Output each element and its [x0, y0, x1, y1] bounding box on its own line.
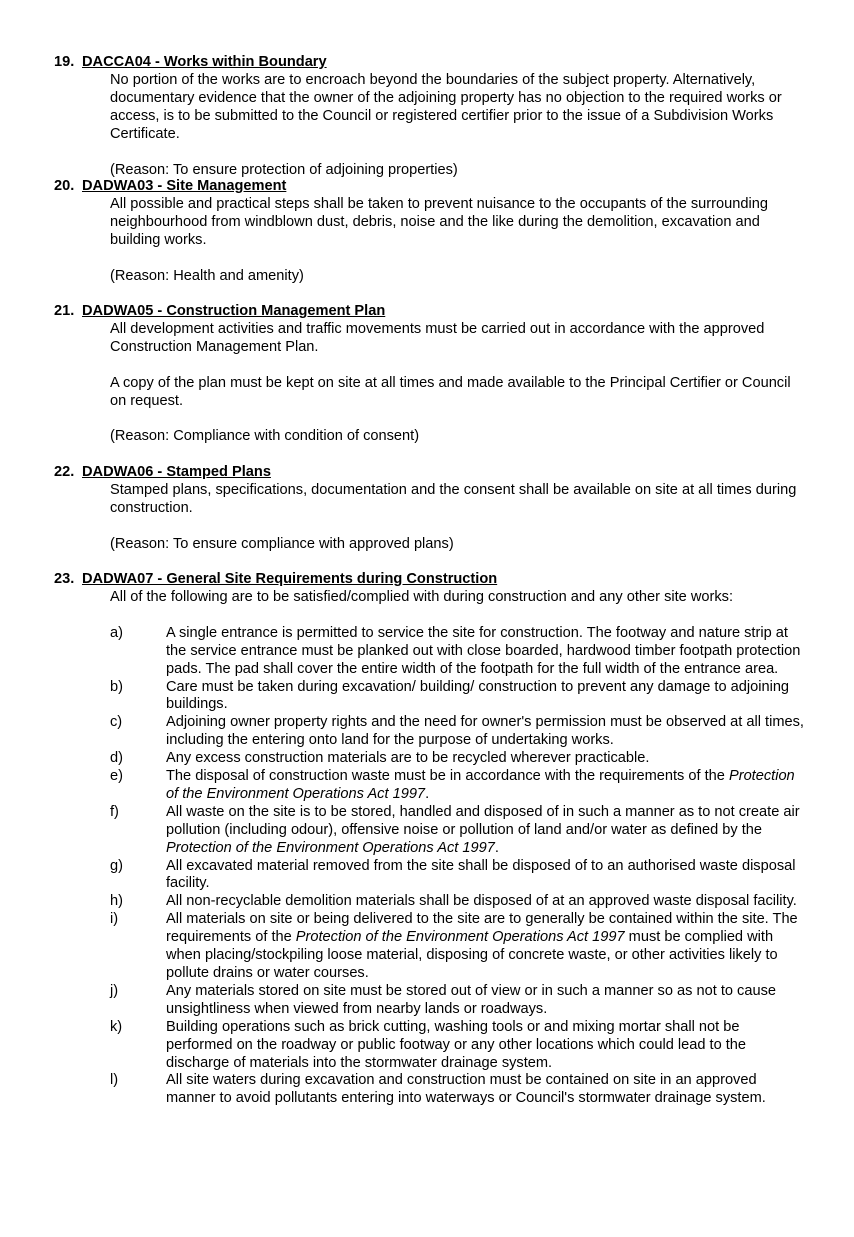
- condition-body: [110, 72, 810, 179]
- list-item: [110, 911, 810, 983]
- item-text: All non-recyclable demolition materials shall be disposed of at an approved waste disposal facility.: [166, 893, 797, 910]
- condition-text: Stamped plans, specifications, documentation and the consent shall be available on site at all times during construction.: [110, 482, 797, 516]
- act-title: Protection of the Environment Operations Act 1997: [295, 929, 625, 946]
- condition-title: DADWA06 - Stamped Plans: [82, 464, 271, 480]
- condition-text: All possible and practical steps shall be taken to prevent nuisance to the occupants of the surrounding neighbourhood from windblown dust, debris, noise and the like during the demolition, excavation and building works.: [110, 196, 768, 248]
- list-item: [110, 893, 810, 911]
- list-item: [110, 750, 810, 768]
- item-text: [166, 911, 798, 981]
- act-title: Protection of the Environment Operations Act 1997: [166, 839, 495, 856]
- item-text-post: .: [425, 785, 430, 802]
- condition-reason: (Reason: Health and amenity): [110, 267, 304, 284]
- item-label: d): [110, 750, 123, 767]
- item-label: h): [110, 893, 123, 910]
- condition-body: [110, 482, 810, 554]
- item-text-pre: The disposal of construction waste must be in accordance with the requirements of the: [166, 768, 729, 785]
- condition-heading: [0, 571, 854, 589]
- condition-reason: (Reason: To ensure compliance with approved plans): [110, 535, 454, 552]
- item-label: g): [110, 857, 123, 874]
- list-item: [110, 804, 810, 858]
- list-item: [110, 714, 810, 750]
- item-label: a): [110, 624, 123, 641]
- item-label: i): [110, 911, 119, 928]
- condition-number: 21.: [54, 303, 75, 319]
- item-text: All excavated material removed from the site shall be disposed of to an authorised waste disposal facility.: [166, 857, 796, 892]
- item-text: Adjoining owner property rights and the need for owner's permission must be observed at all times, including the entering onto land for the purpose of undertaking works.: [166, 714, 804, 749]
- item-label: e): [110, 768, 123, 785]
- list-item: [110, 625, 810, 679]
- condition-23: [0, 571, 854, 1108]
- item-text-pre: All materials on site or being delivered to the site are to generally be contained within the site. The requirements of the: [166, 911, 798, 946]
- condition-title: DADWA07 - General Site Requirements during Construction: [82, 571, 498, 587]
- condition-reason: (Reason: To ensure protection of adjoining properties): [110, 161, 458, 178]
- condition-20: [0, 178, 854, 286]
- condition-22: [0, 464, 854, 554]
- condition-number: 20.: [54, 178, 75, 194]
- condition-text: No portion of the works are to encroach beyond the boundaries of the subject property. Alternatively, documentary evidence that the owner of the adjoining property has no objection to the required works or access, is to be submitted to the Council or registered certifier prior to the issue of a Subdivision Works Certificate.: [110, 72, 782, 142]
- condition-heading: [0, 178, 854, 196]
- item-text: All site waters during excavation and construction must be contained on site in an approved manner to avoid pollutants entering into waterways or Council's stormwater drainage system.: [166, 1072, 766, 1107]
- act-title: Protection of the Environment Operations Act 1997: [166, 768, 795, 802]
- item-label: l): [110, 1072, 119, 1089]
- condition-body: [110, 321, 810, 446]
- list-item: [110, 768, 810, 804]
- item-label: j): [110, 982, 119, 999]
- item-text: A single entrance is permitted to service the site for construction. The footway and nature strip at the service entrance must be planked out with close boarded, hardwood timber footpath protection pads. The pad shall cover the entire width of the footpath for the full width of the entrance area.: [166, 624, 801, 677]
- condition-number: 23.: [54, 571, 75, 587]
- item-text: Any excess construction materials are to be recycled wherever practicable.: [166, 750, 650, 767]
- condition-reason: (Reason: Compliance with condition of consent): [110, 428, 420, 445]
- item-label: c): [110, 714, 123, 731]
- item-label: f): [110, 803, 119, 820]
- list-item: [110, 858, 810, 894]
- condition-title: DADWA03 - Site Management: [82, 178, 287, 194]
- list-item: [110, 1019, 810, 1073]
- condition-heading: [0, 464, 854, 482]
- list-item: [110, 983, 810, 1019]
- condition-intro: All of the following are to be satisfied/complied with during construction and any other site works:: [110, 589, 733, 605]
- condition-title: DACCA04 - Works within Boundary: [82, 54, 327, 70]
- item-text-pre: All waste on the site is to be stored, handled and disposed of in such a manner as to not create air pollution (including odour), offensive noise or pollution of land and/or water as defined by the: [166, 803, 800, 838]
- item-text: Care must be taken during excavation/ building/ construction to prevent any damage to adjoining buildings.: [166, 678, 790, 713]
- item-label: k): [110, 1018, 123, 1035]
- item-text-post: must be complied with when placing/stockpiling loose material, disposing of concrete waste, or other activities likely to pollute drains or water courses.: [166, 929, 778, 982]
- item-text: [166, 804, 800, 856]
- condition-21: [0, 303, 854, 446]
- item-text: Any materials stored on site must be stored out of view or in such a manner so as not to cause unsightliness when viewed from nearby lands or roadways.: [166, 982, 777, 1017]
- condition-text: All development activities and traffic movements must be carried out in accordance with the approved Construction Management Plan.: [110, 321, 765, 355]
- condition-title: DADWA05 - Construction Management Plan: [82, 303, 386, 319]
- condition-heading: [0, 54, 854, 72]
- condition-number: 22.: [54, 464, 75, 480]
- condition-19: [0, 54, 854, 179]
- item-text-post: .: [494, 839, 499, 856]
- condition-text: A copy of the plan must be kept on site at all times and made available to the Principal Certifier or Council on request.: [110, 374, 791, 409]
- condition-number: 19.: [54, 54, 75, 70]
- condition-heading: [0, 303, 854, 321]
- item-text: [166, 768, 795, 802]
- condition-body: [110, 589, 810, 1108]
- list-item: [110, 1072, 810, 1108]
- list-item: [110, 679, 810, 715]
- item-label: b): [110, 678, 123, 695]
- condition-body: [110, 196, 810, 286]
- item-text: Building operations such as brick cutting, washing tools or and mixing mortar shall not be performed on the roadway or public footway or any other locations which could lead to the discharge of materials into the stormwater drainage system.: [166, 1018, 747, 1071]
- requirements-list: [110, 625, 810, 1108]
